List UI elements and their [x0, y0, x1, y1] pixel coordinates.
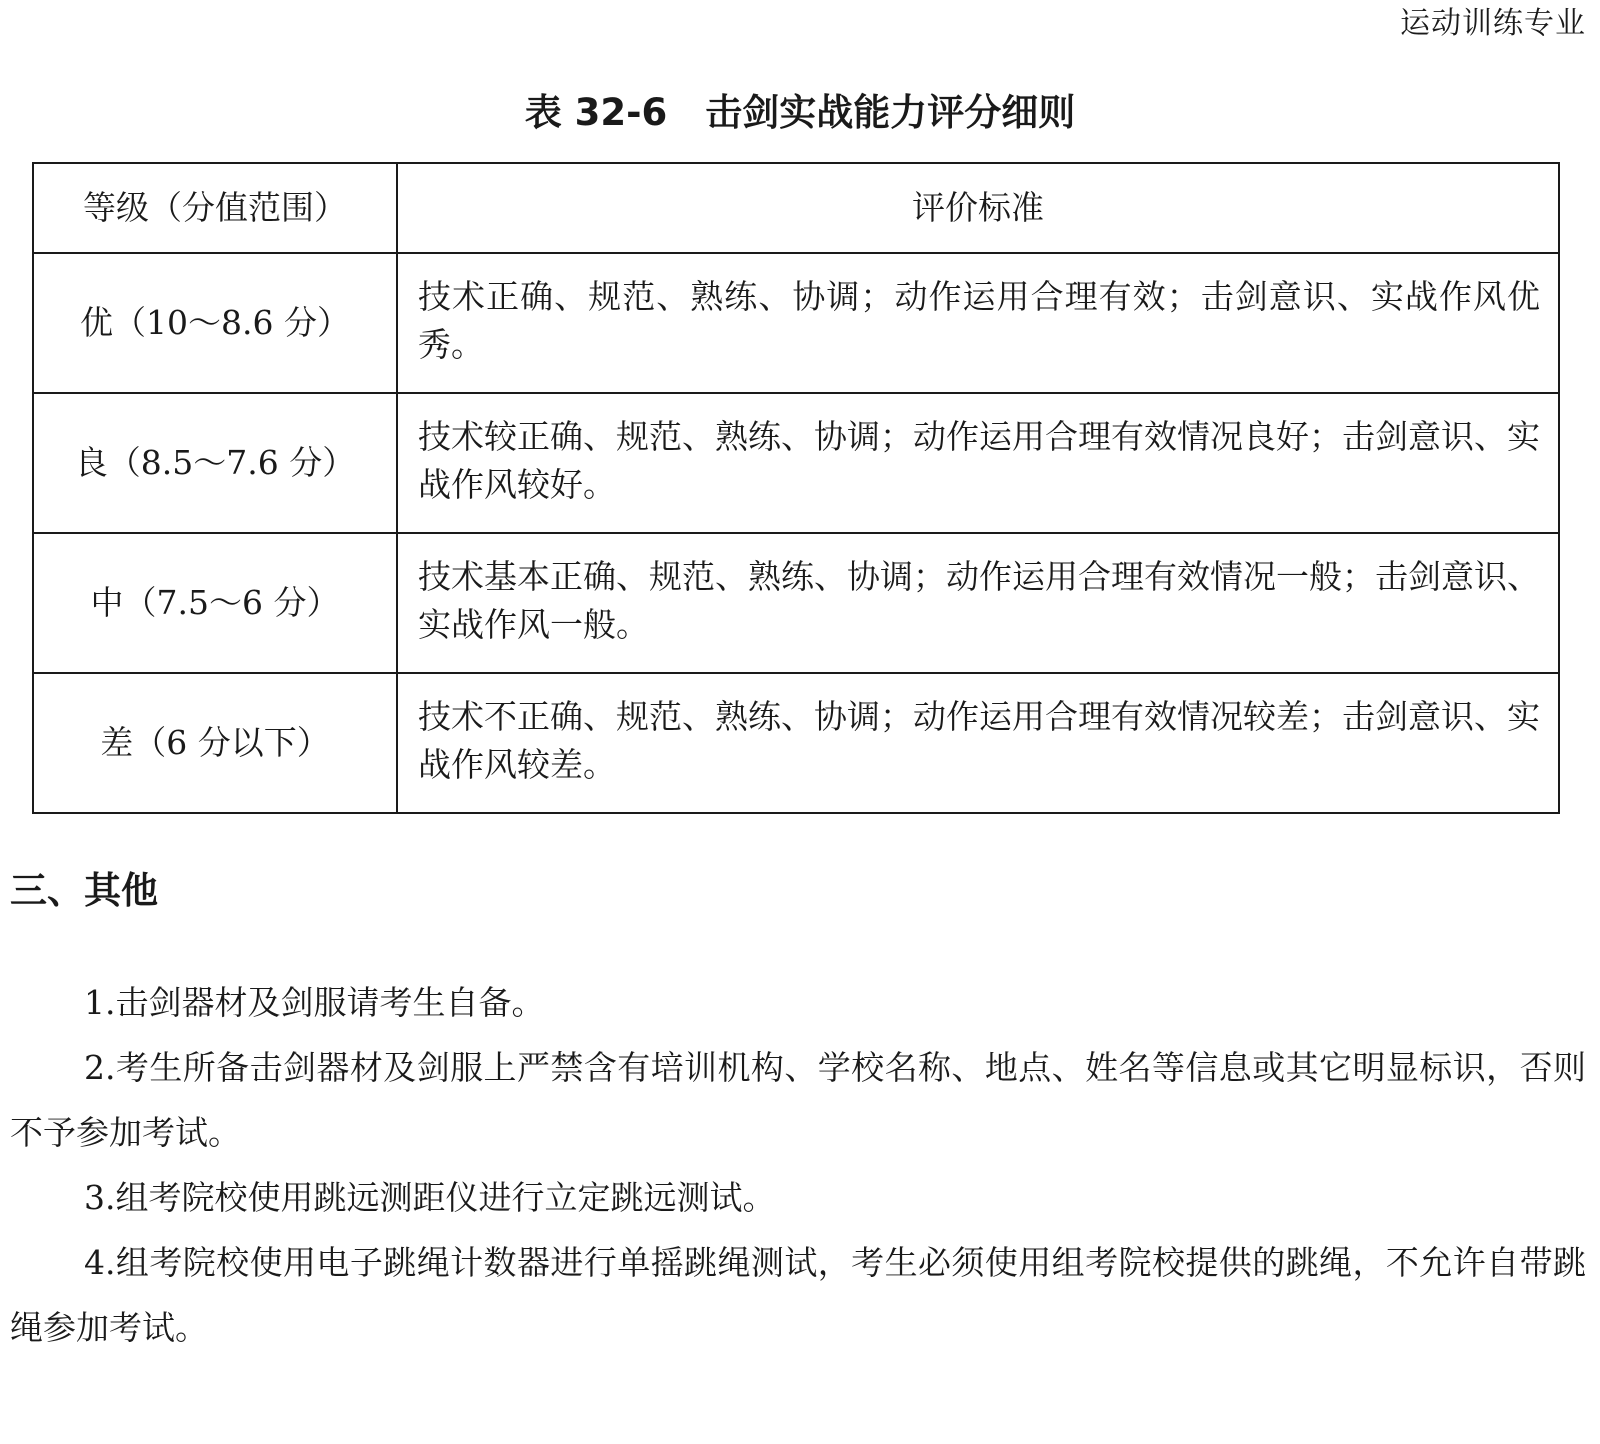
- table-row: [33, 393, 1559, 533]
- table-header-row: [33, 163, 1559, 253]
- column-header-criteria: 评价标准: [397, 163, 1559, 253]
- criteria-cell: 技术较正确、规范、熟练、协调；动作运用合理有效情况良好；击剑意识、实战作风较好。: [397, 393, 1559, 533]
- notes-list: [10, 970, 1586, 1360]
- grade-cell: 差（6 分以下）: [33, 673, 397, 813]
- section-heading: 三、其他: [10, 869, 158, 912]
- criteria-cell: 技术基本正确、规范、熟练、协调；动作运用合理有效情况一般；击剑意识、实战作风一般。: [397, 533, 1559, 673]
- criteria-cell: 技术不正确、规范、熟练、协调；动作运用合理有效情况较差；击剑意识、实战作风较差。: [397, 673, 1559, 813]
- table-row: [33, 253, 1559, 393]
- running-header: 运动训练专业: [1400, 6, 1586, 41]
- table-row: [33, 673, 1559, 813]
- criteria-cell: 技术正确、规范、熟练、协调；动作运用合理有效；击剑意识、实战作风优秀。: [397, 253, 1559, 393]
- grade-cell: 中（7.5～6 分）: [33, 533, 397, 673]
- column-header-grade: 等级（分值范围）: [33, 163, 397, 253]
- grade-cell: 优（10～8.6 分）: [33, 253, 397, 393]
- scoring-table: [32, 162, 1560, 814]
- table-caption: [0, 88, 1600, 138]
- note-item: 2.考生所备击剑器材及剑服上严禁含有培训机构、学校名称、地点、姓名等信息或其它明显标识，否则不予参加考试。: [10, 1048, 1586, 1152]
- note-item: 1.击剑器材及剑服请考生自备。: [84, 983, 545, 1022]
- table-title: 击剑实战能力评分细则: [705, 91, 1076, 134]
- note-item: 3.组考院校使用跳远测距仪进行立定跳远测试。: [84, 1178, 776, 1217]
- grade-cell: 良（8.5～7.6 分）: [33, 393, 397, 533]
- table-number: 表 32-6: [524, 91, 668, 134]
- table-row: [33, 533, 1559, 673]
- note-item: 4.组考院校使用电子跳绳计数器进行单摇跳绳测试，考生必须使用组考院校提供的跳绳，不允许自带跳绳参加考试。: [10, 1243, 1586, 1347]
